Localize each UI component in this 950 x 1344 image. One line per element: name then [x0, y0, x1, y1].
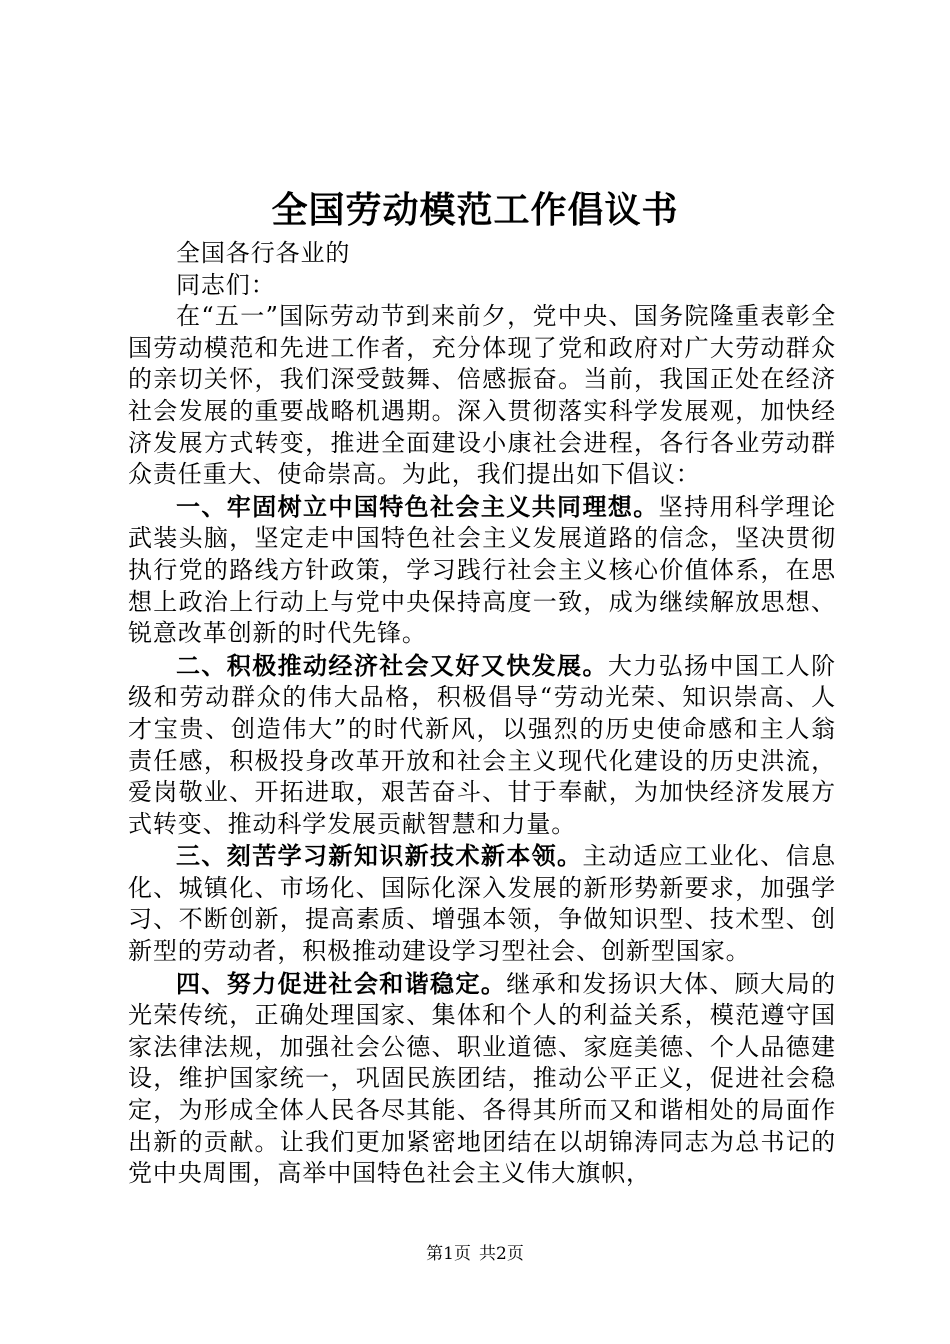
- page-footer: [0, 1242, 950, 1266]
- section-paragraph-3: [128, 840, 836, 967]
- section-text-4: 继承和发扬识大体、顾大局的光荣传统，正确处理国家、集体和个人的利益关系，模范遵守国家法律法规，加强社会公德、职业道德、家庭美德、个人品德建设，维护国家统一，巩固民族团结，推动公平正义，促进社会稳定，为形成全体人民各尽其能、各得其所而又和谐相处的局面作出新的贡献。让我们更加紧密地团结在以胡锦涛同志为总书记的党中央周围，高举中国特色社会主义伟大旗帜，: [128, 969, 836, 1188]
- section-heading-3: 三、刻苦学习新知识新技术新本领。: [176, 841, 583, 871]
- section-text-2: 大力弘扬中国工人阶级和劳动群众的伟大品格，积极倡导“劳动光荣、知识崇高、人才宝贵、创造伟大”的时代新风，以强烈的历史使命感和主人翁责任感，积极投身改革开放和社会主义现代化建设的历史洪流，爱岗敬业、开拓进取，艰苦奋斗、甘于奉献，为加快经济发展方式转变、推动科学发展贡献智慧和力量。: [128, 651, 836, 838]
- section-paragraph-1: [128, 491, 836, 650]
- salutation-line-2: 同志们：: [176, 270, 276, 299]
- document-body: [128, 238, 836, 1190]
- section-paragraph-2: [128, 650, 836, 841]
- section-text-1: 坚持用科学理论武装头脑，坚定走中国特色社会主义发展道路的信念，坚决贯彻执行党的路线方针政策，学习践行社会主义核心价值体系，在思想上政治上行动上与党中央保持高度一致，成为继续解放思想、锐意改革创新的时代先锋。: [128, 492, 836, 648]
- document-title: 全国劳动模范工作倡议书: [271, 189, 679, 231]
- page-number-current: 第1页: [426, 1244, 471, 1264]
- section-paragraph-4: [128, 968, 836, 1190]
- intro-paragraph: 在“五一”国际劳动节到来前夕，党中央、国务院隆重表彰全国劳动模范和先进工作者，充分体现了党和政府对广大劳动群众的亲切关怀，我们深受鼓舞、倍感振奋。当前，我国正处在经济社会发展的重要战略机遇期。深入贯彻落实科学发展观，加快经济发展方式转变，推进全面建设小康社会进程，各行各业劳动群众责任重大、使命崇高。为此，我们提出如下倡议：: [128, 302, 836, 489]
- salutation-line-1: 全国各行各业的: [176, 239, 351, 267]
- section-heading-2: 二、积极推动经济社会又好又快发展。: [176, 650, 608, 680]
- section-heading-1: 一、牢固树立中国特色社会主义共同理想。: [176, 491, 659, 521]
- page-number-total: 共2页: [479, 1244, 524, 1264]
- section-heading-4: 四、努力促进社会和谐稳定。: [176, 968, 507, 998]
- section-text-3: 主动适应工业化、信息化、城镇化、市场化、国际化深入发展的新形势新要求，加强学习、不断创新，提高素质、增强本领，争做知识型、技术型、创新型的劳动者，积极推动建设学习型社会、创新型国家。: [128, 842, 837, 966]
